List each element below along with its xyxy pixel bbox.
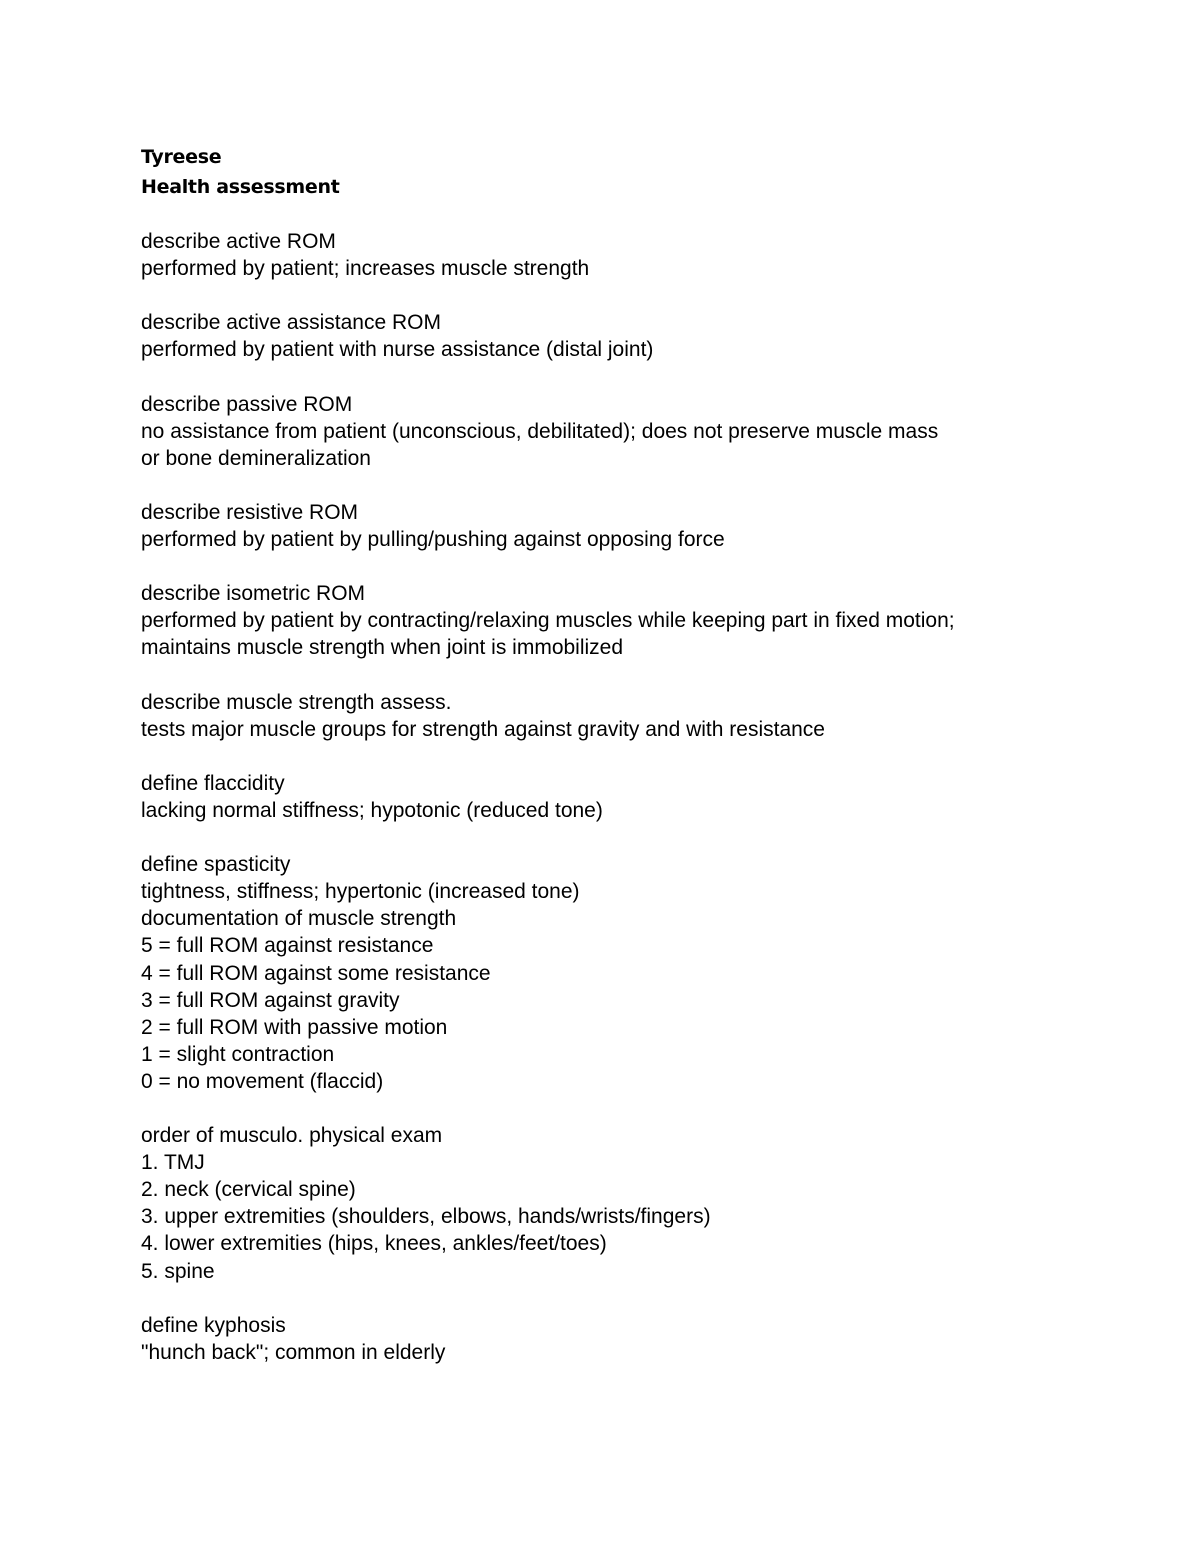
note-answer-line: 2. neck (cervical spine) <box>141 1178 356 1202</box>
block-spacer <box>141 553 1141 580</box>
note-question: define kyphosis <box>141 1313 286 1337</box>
author-name: Tyreese <box>141 146 222 168</box>
note-question: describe isometric ROM <box>141 582 366 606</box>
note-answer-line: or bone demineralization <box>141 446 371 470</box>
block-spacer <box>141 1285 1141 1312</box>
note-question: define flaccidity <box>141 771 285 795</box>
block-spacer <box>141 363 1141 390</box>
note-block <box>141 228 1141 282</box>
note-question: describe active ROM <box>141 230 336 253</box>
block-spacer <box>141 1095 1141 1122</box>
block-spacer <box>141 472 1141 499</box>
note-answer-line: no assistance from patient (unconscious, debilitated); does not preserve muscle mass <box>141 419 939 443</box>
note-answer-line: tightness, stiffness; hypertonic (increased tone) <box>141 880 580 904</box>
note-answer-line: 5 = full ROM against resistance <box>141 934 434 958</box>
note-answer-line: 2 = full ROM with passive motion <box>141 1015 448 1039</box>
document-page <box>141 142 1141 1366</box>
note-block <box>141 499 1141 553</box>
block-spacer <box>141 743 1141 770</box>
note-block <box>141 1122 1141 1285</box>
note-question: describe muscle strength assess. <box>141 690 452 714</box>
note-question: describe passive ROM <box>141 392 353 416</box>
note-block <box>141 770 1141 824</box>
note-answer-line: 3. upper extremities (shoulders, elbows, hands/wrists/fingers) <box>141 1205 711 1229</box>
note-answer-line: performed by patient by contracting/relaxing muscles while keeping part in fixed motion; <box>141 609 955 633</box>
note-block <box>141 580 1141 661</box>
block-spacer <box>141 282 1141 309</box>
header-spacer <box>141 202 1141 228</box>
note-block <box>141 309 1141 363</box>
note-answer-line: 1. TMJ <box>141 1151 205 1175</box>
note-question: define spasticity <box>141 853 291 877</box>
note-answer-line: lacking normal stiffness; hypotonic (reduced tone) <box>141 798 603 822</box>
note-block <box>141 391 1141 472</box>
note-block <box>141 851 1141 1095</box>
note-answer-line: 0 = no movement (flaccid) <box>141 1069 384 1093</box>
block-spacer <box>141 662 1141 689</box>
document-content <box>141 228 1141 1366</box>
note-answer-line: performed by patient with nurse assistance (distal joint) <box>141 338 654 362</box>
note-answer-line: 1 = slight contraction <box>141 1042 335 1066</box>
note-answer-line: 4. lower extremities (hips, knees, ankles/feet/toes) <box>141 1232 607 1256</box>
note-answer-line: performed by patient; increases muscle strength <box>141 257 590 281</box>
block-spacer <box>141 824 1141 851</box>
note-answer-line: "hunch back"; common in elderly <box>141 1340 446 1364</box>
note-answer-line: tests major muscle groups for strength against gravity and with resistance <box>141 717 825 741</box>
note-question: describe active assistance ROM <box>141 311 441 335</box>
note-block <box>141 689 1141 743</box>
note-question: order of musculo. physical exam <box>141 1124 443 1148</box>
note-answer-line: performed by patient by pulling/pushing against opposing force <box>141 528 725 552</box>
note-answer-line: 4 = full ROM against some resistance <box>141 961 491 985</box>
note-question: describe resistive ROM <box>141 500 359 524</box>
note-answer-line: 3 = full ROM against gravity <box>141 988 400 1012</box>
document-title: Health assessment <box>141 176 340 198</box>
note-block <box>141 1312 1141 1366</box>
note-answer-line: maintains muscle strength when joint is immobilized <box>141 636 624 660</box>
note-answer-line: documentation of muscle strength <box>141 907 457 931</box>
note-answer-line: 5. spine <box>141 1259 215 1283</box>
